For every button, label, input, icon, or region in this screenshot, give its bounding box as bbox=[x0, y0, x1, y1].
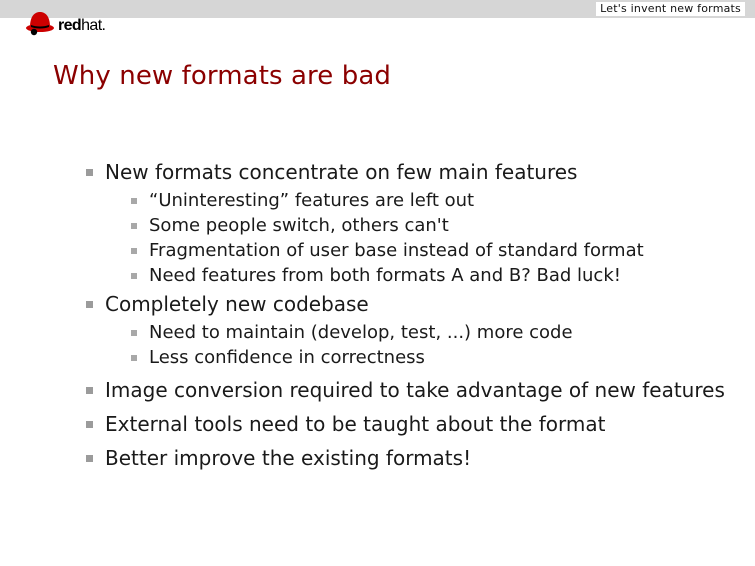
slide-content bbox=[86, 158, 746, 472]
square-bullet-icon bbox=[131, 330, 137, 336]
square-bullet-icon bbox=[131, 355, 137, 361]
sub-bullet-item bbox=[131, 238, 746, 263]
square-bullet-icon bbox=[131, 273, 137, 279]
sub-bullet-text: “Uninteresting” features are left out bbox=[149, 190, 475, 211]
bullet-item bbox=[86, 158, 746, 288]
bullet-text: Better improve the existing formats! bbox=[105, 446, 472, 470]
bullet-text: External tools need to be taught about the format bbox=[105, 412, 606, 436]
bullet-text: Completely new codebase bbox=[105, 292, 369, 316]
square-bullet-icon bbox=[131, 248, 137, 254]
bullet-item bbox=[86, 410, 746, 438]
square-bullet-icon bbox=[86, 301, 93, 308]
square-bullet-icon bbox=[131, 223, 137, 229]
square-bullet-icon bbox=[86, 387, 93, 394]
sub-bullet-item bbox=[131, 188, 746, 213]
bullet-item bbox=[86, 290, 746, 370]
sub-bullet-text: Less confidence in correctness bbox=[149, 347, 425, 368]
logo-text-strong: red bbox=[58, 17, 82, 34]
presentation-title: Let's invent new formats bbox=[596, 2, 745, 16]
square-bullet-icon bbox=[86, 169, 93, 176]
sub-bullet-text: Some people switch, others can't bbox=[149, 215, 449, 236]
sub-bullet-text: Need features from both formats A and B? Bad luck! bbox=[149, 265, 621, 286]
bullet-item bbox=[86, 444, 746, 472]
bullet-list bbox=[86, 158, 746, 472]
bullet-text: New formats concentrate on few main features bbox=[105, 160, 578, 184]
square-bullet-icon bbox=[131, 198, 137, 204]
sub-bullet-item bbox=[131, 345, 746, 370]
sub-bullet-text: Fragmentation of user base instead of standard format bbox=[149, 240, 644, 261]
sub-bullet-list bbox=[131, 320, 746, 370]
slide-title: Why new formats are bad bbox=[53, 61, 391, 91]
bullet-item bbox=[86, 376, 746, 404]
sub-bullet-item bbox=[131, 320, 746, 345]
redhat-wordmark bbox=[58, 17, 105, 35]
redhat-logo bbox=[24, 8, 124, 36]
sub-bullet-text: Need to maintain (develop, test, ...) more code bbox=[149, 322, 573, 343]
square-bullet-icon bbox=[86, 421, 93, 428]
sub-bullet-item bbox=[131, 263, 746, 288]
square-bullet-icon bbox=[86, 455, 93, 462]
redhat-hat-icon bbox=[24, 8, 58, 36]
bullet-text: Image conversion required to take advantage of new features bbox=[105, 378, 725, 402]
logo-text-light: hat. bbox=[81, 17, 106, 34]
sub-bullet-item bbox=[131, 213, 746, 238]
sub-bullet-list bbox=[131, 188, 746, 288]
